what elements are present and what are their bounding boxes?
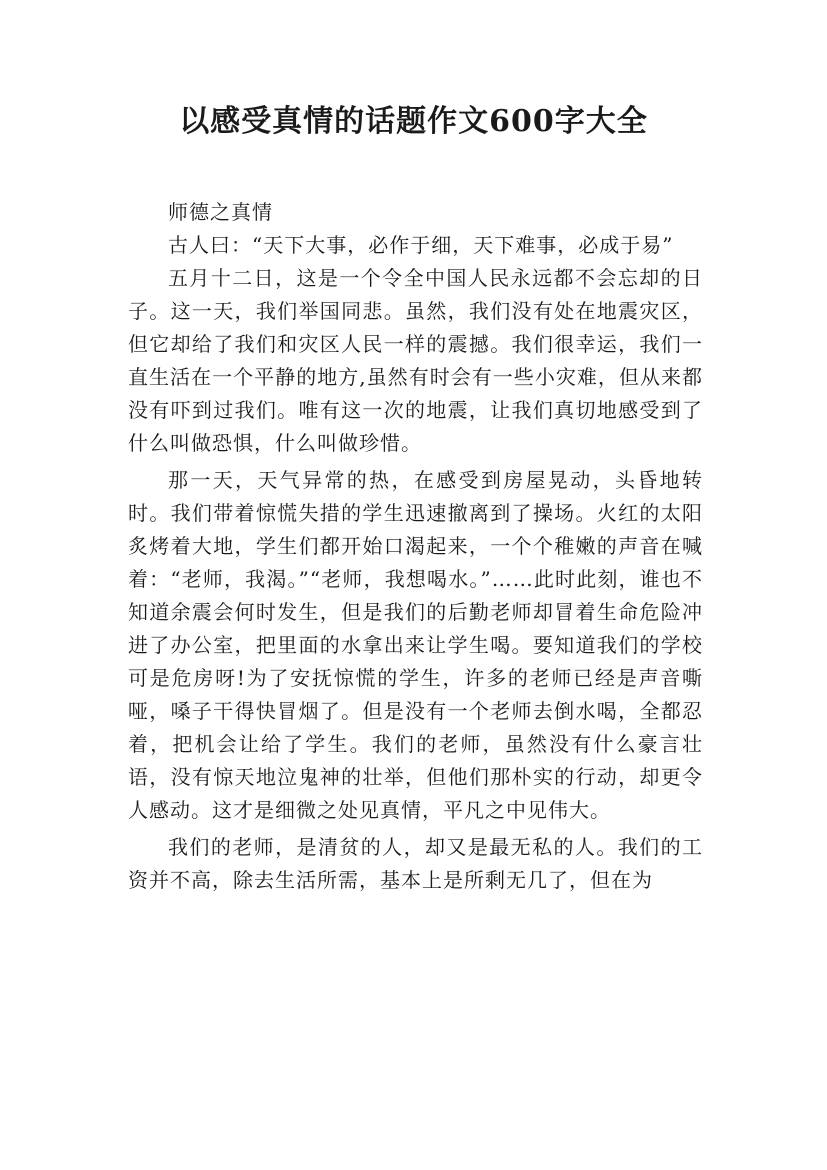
paragraph: 古人曰：“天下大事，必作于细，天下难事，必成于易” [168,233,674,257]
paragraph: 五月十二日，这是一个令全中国人民永远都不会忘却的日子。这一天，我们举国同悲。虽然，我们没有处在地震灾区，但它却给了我们和灾区人民一样的震撼。我们很幸运，我们一直生活在一个平静的地方,虽然有时会有一些小灾难，但从来都没有吓到过我们。唯有这一次的地震，让我们真切地感受到了什么叫做恐惧，什么叫做珍惜。 [128,266,703,455]
paragraph: 我们的老师，是清贫的人，却又是最无私的人。我们的工资并不高，除去生活所需，基本上是所剩无几了，但在为 [128,835,703,892]
paragraph: 那一天，天气异常的热，在感受到房屋晃动，头昏地转时。我们带着惊慌失措的学生迅速撤离到了操场。火红的太阳炙烤着大地，学生们都开始口渴起来，一个个稚嫩的声音在喊着：“老师，我渴。”“老师，我想喝水。”……此时此刻，谁也不知道余震会何时发生，但是我们的后勤老师却冒着生命危险冲进了办公室，把里面的水拿出来让学生喝。要知道我们的学校可是危房呀!为了安抚惊慌的学生，许多的老师已经是声音嘶哑，嗓子干得快冒烟了。但是没有一个老师去倒水喝，全都忍着，把机会让给了学生。我们的老师，虽然没有什么豪言壮语，没有惊天地泣鬼神的壮举，但他们那朴实的行动，却更令人感动。这才是细微之处见真情，平凡之中见伟大。 [128,468,703,822]
document-body [128,196,703,897]
document-title: 以感受真情的话题作文600字大全 [179,104,648,139]
section-heading: 师德之真情 [168,200,273,224]
